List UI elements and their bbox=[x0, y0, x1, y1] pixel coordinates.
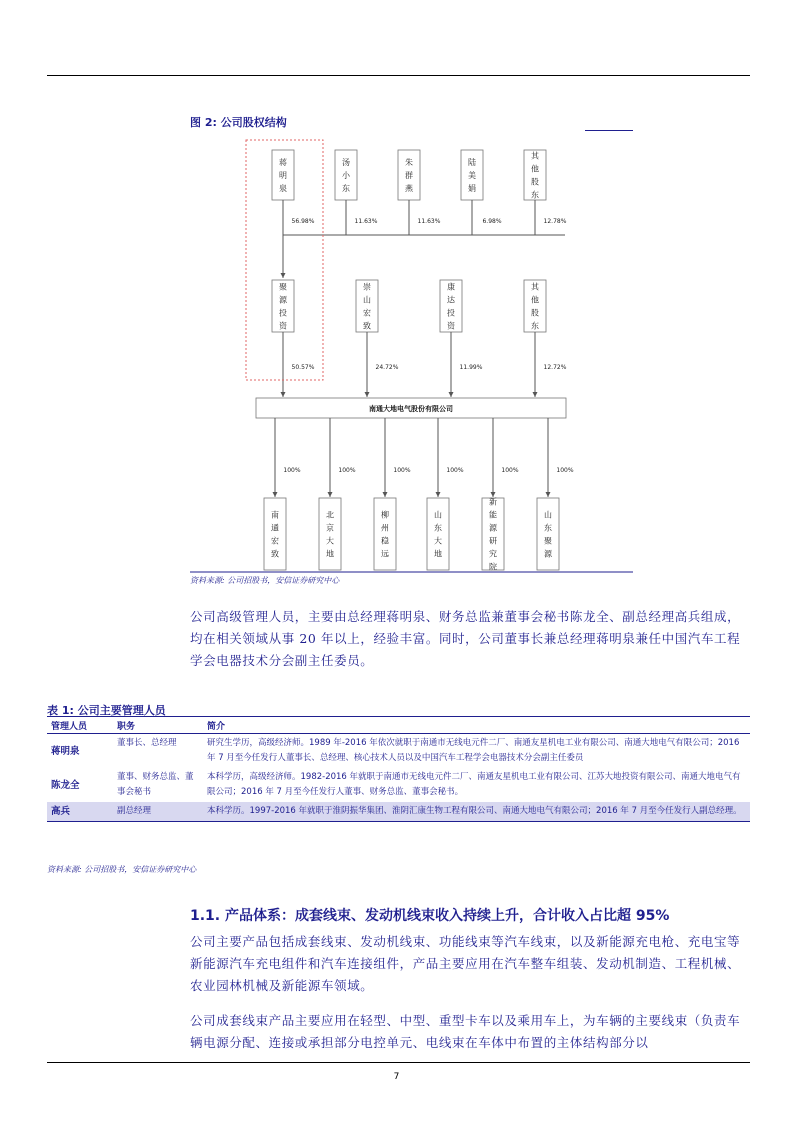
arrow-to-subsidiary-head bbox=[436, 492, 441, 497]
mid-shareholder bbox=[440, 280, 462, 332]
arrow-to-subsidiary-head bbox=[491, 492, 496, 497]
top-shareholder-pct: 11.63% bbox=[354, 218, 378, 225]
subsidiary-char: 致 bbox=[271, 549, 279, 559]
mid-shareholder-char: 资 bbox=[447, 321, 455, 331]
subsidiary-pct: 100% bbox=[556, 467, 574, 474]
subsidiary-char: 大 bbox=[434, 536, 442, 546]
subsidiary-pct: 100% bbox=[393, 467, 411, 474]
subsidiary-char: 研 bbox=[489, 536, 497, 546]
mid-shareholder-pct: 12.72% bbox=[543, 364, 567, 371]
top-shareholder bbox=[461, 150, 483, 200]
header-rule bbox=[47, 75, 750, 76]
subsidiary-char: 北 bbox=[326, 510, 334, 520]
top-shareholder-char: 东 bbox=[531, 190, 539, 200]
subsidiary bbox=[537, 498, 559, 570]
top-shareholder-char: 泉 bbox=[279, 184, 287, 193]
row-name: 高兵 bbox=[47, 802, 113, 822]
subsidiary-char: 京 bbox=[326, 523, 334, 533]
subsidiary-char: 通 bbox=[271, 523, 279, 533]
mid-shareholder-char: 山 bbox=[363, 295, 371, 305]
top-shareholder-char: 小 bbox=[342, 171, 350, 180]
mid-shareholder-char: 宏 bbox=[363, 308, 371, 318]
top-shareholder-pct: 11.63% bbox=[417, 218, 441, 225]
mid-shareholder-char: 源 bbox=[279, 295, 287, 305]
row-name: 陈龙全 bbox=[51, 779, 80, 791]
mid-shareholder-char: 东 bbox=[531, 321, 539, 331]
top-shareholder-char: 朱 bbox=[405, 158, 413, 167]
subsidiary-char: 院 bbox=[489, 562, 497, 572]
top-shareholder-pct: 12.78% bbox=[543, 218, 567, 225]
top-shareholder-char: 燕 bbox=[405, 184, 413, 193]
top-shareholder-pct: 6.98% bbox=[482, 218, 502, 225]
arrow-to-subsidiary-head bbox=[546, 492, 551, 497]
subsidiary bbox=[427, 498, 449, 570]
arrow-to-company-head bbox=[281, 392, 286, 397]
company-name: 南通大地电气股份有限公司 bbox=[369, 405, 453, 413]
subsidiary-char: 地 bbox=[326, 549, 334, 559]
row-role: 董事、财务总监、董事会秘书 bbox=[117, 772, 194, 797]
subsidiary-char: 地 bbox=[434, 549, 442, 559]
subsidiary-char: 源 bbox=[544, 549, 552, 559]
mid-shareholder bbox=[356, 280, 378, 332]
footer-rule bbox=[47, 1062, 750, 1063]
management-table bbox=[47, 716, 750, 822]
subsidiary-box bbox=[264, 498, 286, 570]
table-header-intro: 简介 bbox=[203, 717, 750, 734]
top-shareholder bbox=[272, 150, 294, 200]
subsidiary-char: 聚 bbox=[544, 536, 552, 546]
mid-shareholder bbox=[272, 280, 294, 332]
subsidiary-box bbox=[537, 498, 559, 570]
top-shareholder-char: 其 bbox=[531, 151, 539, 161]
paragraph-management: 公司高级管理人员，主要由总经理蒋明泉、财务总监兼董事会秘书陈龙全、副总经理高兵组成，均在相关领域从事 20 年以上，经验丰富。同时，公司董事长兼总经理蒋明泉兼任中国汽车工程学会电器技术分会副主任委员。 bbox=[190, 609, 741, 668]
subsidiary-char: 能 bbox=[489, 510, 497, 520]
subsidiary-box bbox=[319, 498, 341, 570]
top-shareholder-char: 群 bbox=[405, 171, 413, 180]
row-intro: 本科学历。1997-2016 年就职于淮阴振华集团、淮阴汇康生物工程有限公司、南通大地电气有限公司；2016 年 7 月至今任发行人副总经理。 bbox=[203, 802, 750, 822]
top-shareholder-char: 蒋 bbox=[279, 158, 287, 167]
arrow-to-company-head bbox=[533, 392, 538, 397]
row-name: 蒋明泉 bbox=[51, 745, 80, 757]
top-shareholder bbox=[524, 150, 546, 200]
top-shareholder-char: 他 bbox=[531, 164, 539, 174]
arrow-to-subsidiary-head bbox=[328, 492, 333, 497]
subsidiary bbox=[482, 497, 504, 572]
top-shareholder-char: 明 bbox=[279, 171, 287, 180]
subsidiary-pct: 100% bbox=[338, 467, 356, 474]
arrow-to-subsidiary-head bbox=[273, 492, 278, 497]
subsidiary-box bbox=[374, 498, 396, 570]
subsidiary-char: 山 bbox=[544, 510, 552, 520]
table-title: 表 1: 公司主要管理人员 bbox=[47, 704, 166, 717]
mid-shareholder-pct: 50.57% bbox=[291, 364, 315, 371]
subsidiary-char: 柳 bbox=[381, 510, 389, 520]
subsidiary-char: 大 bbox=[326, 536, 334, 546]
table-header-role: 职务 bbox=[113, 717, 203, 734]
section-paragraph-2: 公司成套线束产品主要应用在轻型、中型、重型卡车以及乘用车上，为车辆的主要线束（负责车辆电源分配、连接或承担部分电控单元、电线束在车体中布置的主体结构部分以 bbox=[190, 1013, 741, 1050]
table-row bbox=[47, 734, 750, 769]
subsidiary-char: 东 bbox=[434, 523, 442, 533]
arrow-to-subsidiary-head bbox=[383, 492, 388, 497]
top-shareholder-char: 娟 bbox=[468, 184, 476, 193]
subsidiary-char: 源 bbox=[489, 523, 497, 533]
mid-shareholder-char: 其 bbox=[531, 282, 539, 292]
figure-source: 资料来源: 公司招股书，安信证券研究中心 bbox=[190, 576, 340, 585]
top-shareholder bbox=[398, 150, 420, 200]
subsidiary-char: 州 bbox=[381, 523, 389, 533]
section-paragraph-1: 公司主要产品包括成套线束、发动机线束、功能线束等汽车线束，以及新能源充电枪、充电宝等新能源汽车充电组件和汽车连接组件，产品主要应用在汽车整车组装、发动机制造、工程机械、农业园林机械及新能源车领域。 bbox=[190, 934, 741, 993]
ownership-chart bbox=[0, 130, 793, 600]
mid-shareholder-char: 投 bbox=[279, 308, 287, 318]
arrow-to-company-head bbox=[449, 392, 454, 397]
mid-shareholder-char: 投 bbox=[447, 308, 455, 318]
subsidiary-pct: 100% bbox=[446, 467, 464, 474]
figure-title: 图 2: 公司股权结构 bbox=[190, 116, 287, 129]
arrow-to-company-head bbox=[365, 392, 370, 397]
top-shareholder-char: 东 bbox=[342, 184, 350, 193]
subsidiary-box bbox=[427, 498, 449, 570]
subsidiary-char: 山 bbox=[434, 510, 442, 520]
subsidiary-char: 稳 bbox=[381, 536, 389, 546]
top-shareholder-char: 股 bbox=[531, 177, 539, 187]
subsidiary bbox=[374, 498, 396, 570]
mid-shareholder bbox=[524, 280, 546, 332]
subsidiary-char: 究 bbox=[489, 549, 497, 559]
subsidiary bbox=[319, 498, 341, 570]
subsidiary-char: 南 bbox=[271, 510, 279, 520]
mid-shareholder-char: 聚 bbox=[279, 282, 287, 292]
top-shareholder bbox=[335, 150, 357, 200]
company-node bbox=[256, 398, 566, 418]
top-shareholder-pct: 56.98% bbox=[291, 218, 315, 225]
table-header-name: 管理人员 bbox=[47, 717, 113, 734]
mid-shareholder-char: 致 bbox=[363, 321, 371, 331]
top-shareholder-char: 美 bbox=[468, 171, 476, 180]
subsidiary-pct: 100% bbox=[501, 467, 519, 474]
row-intro: 本科学历，高级经济师。1982-2016 年就职于南通市无线电元件二厂、南通友星机电工业有限公司、江苏大地投资有限公司、南通大地电气有限公司；2016 年 7 月至今任发行人董事、财务总监、董事会秘书。 bbox=[207, 772, 741, 797]
arrow-to-juyuan-head bbox=[281, 273, 286, 278]
subsidiary-char: 东 bbox=[544, 523, 552, 533]
table-row bbox=[47, 768, 750, 802]
top-shareholder-char: 汤 bbox=[342, 158, 350, 167]
mid-shareholder-char: 他 bbox=[531, 295, 539, 305]
mid-shareholder-char: 达 bbox=[447, 295, 455, 305]
subsidiary-char: 远 bbox=[381, 549, 389, 559]
mid-shareholder-pct: 24.72% bbox=[375, 364, 399, 371]
subsidiary-char: 宏 bbox=[271, 536, 279, 546]
mid-shareholder-char: 资 bbox=[279, 321, 287, 331]
row-role: 副总经理 bbox=[113, 802, 203, 822]
mid-shareholder-pct: 11.99% bbox=[459, 364, 483, 371]
section-heading: 1.1. 产品体系：成套线束、发动机线束收入持续上升，合计收入占比超 95% bbox=[190, 908, 670, 924]
subsidiary-char: 新 bbox=[489, 497, 497, 507]
subsidiary-box bbox=[482, 498, 504, 570]
row-role: 董事长、总经理 bbox=[117, 738, 177, 748]
mid-shareholder-char: 股 bbox=[531, 308, 539, 318]
table-row bbox=[47, 802, 750, 822]
mid-shareholder-char: 崇 bbox=[363, 282, 371, 292]
top-shareholder-char: 陆 bbox=[468, 158, 476, 167]
mid-shareholder-char: 康 bbox=[447, 282, 455, 292]
row-intro: 研究生学历，高级经济师。1989 年-2016 年依次就职于南通市无线电元件二厂、南通友星机电工业有限公司、南通大地电气有限公司；2016 年 7 月至今任发行人董事长、总经理、核心技术人员以及中国汽车工程学会电器技术分会副主任委员 bbox=[207, 738, 740, 763]
page-number: 7 bbox=[393, 1072, 400, 1082]
table-source: 资料来源: 公司招股书，安信证券研究中心 bbox=[47, 865, 197, 874]
subsidiary-pct: 100% bbox=[283, 467, 301, 474]
subsidiary bbox=[264, 498, 286, 570]
